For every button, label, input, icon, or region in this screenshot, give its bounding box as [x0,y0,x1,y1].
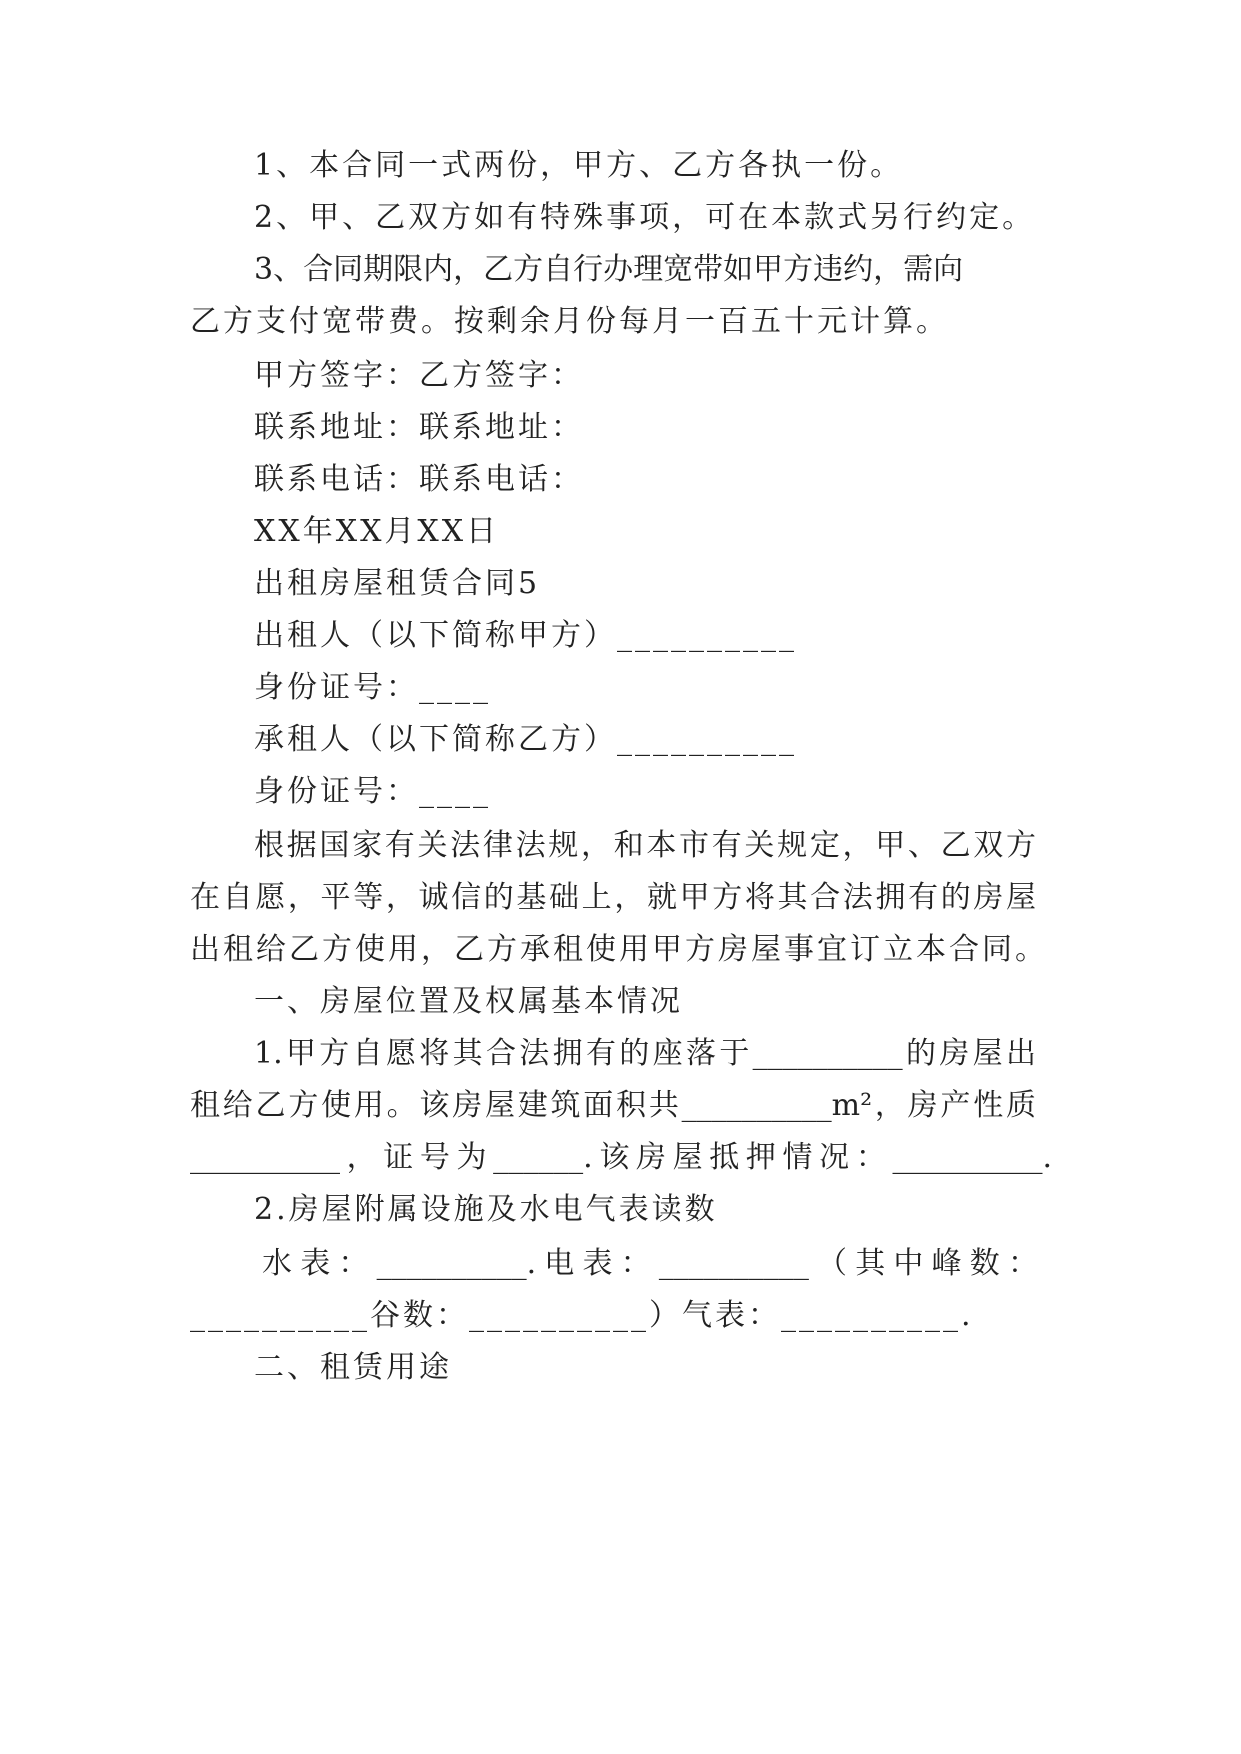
clause-1: 1、本合同一式两份，甲方、乙方各执一份。 [254,148,904,183]
preamble-line-2: 在自愿，平等，诚信的基础上，就甲方将其合法拥有的房屋 [190,880,1036,915]
preamble-line-3: 出租给乙方使用，乙方承租使用甲方房屋事宜订立本合同。 [190,932,1048,967]
meter-line-1: 水表：__________.电表：__________（其中峰数： [262,1246,1038,1281]
section-2-heading: 二、租赁用途 [254,1350,452,1385]
item-1-line-1: 1.甲方自愿将其合法拥有的座落于__________的房屋出 [254,1036,1036,1071]
signature-line: 甲方签字：乙方签字： [254,358,584,393]
lessee-line: 承租人（以下简称乙方）__________ [254,722,797,757]
contract-title: 出租房屋租赁合同5 [254,566,541,601]
lessor-line: 出租人（以下简称甲方）__________ [254,618,797,653]
meter-line-2: __________谷数：__________）气表：__________. [190,1298,974,1333]
date-line: XX年XX月XX日 [254,514,500,549]
section-1-heading: 一、房屋位置及权属基本情况 [254,984,683,1019]
clause-3-line-1: 3、合同期限内，乙方自行办理宽带如甲方违约，需向 [254,252,964,287]
clause-3-line-2: 乙方支付宽带费。按剩余月份每月一百五十元计算。 [190,304,949,339]
item-2-heading: 2.房屋附属设施及水电气表读数 [254,1192,718,1227]
lessor-id-line: 身份证号：____ [254,670,491,705]
preamble-line-1: 根据国家有关法律法规，和本市有关规定，甲、乙双方 [254,828,1036,863]
phone-line: 联系电话：联系电话： [254,462,584,497]
item-1-line-2: 租给乙方使用。该房屋建筑面积共__________m²，房产性质 [190,1088,1036,1123]
item-1-line-3: __________，证号为______.该房屋抵押情况：__________. [190,1140,1052,1175]
address-line: 联系地址：联系地址： [254,410,584,445]
lessee-id-line: 身份证号：____ [254,774,491,809]
clause-2: 2、甲、乙双方如有特殊事项，可在本款式另行约定。 [254,200,1036,235]
